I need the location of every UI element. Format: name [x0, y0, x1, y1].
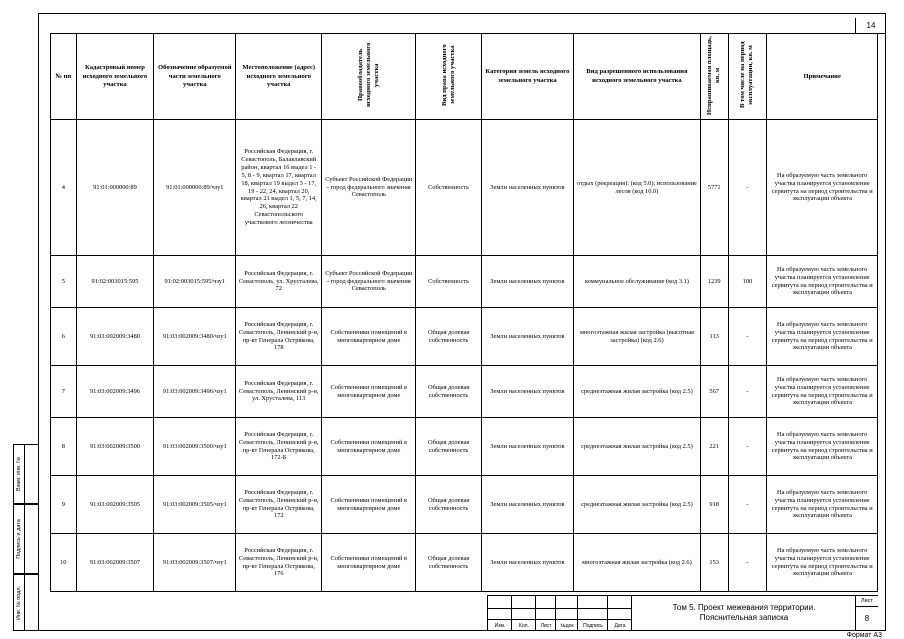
location-cell: Российская Федерация, г. Севастополь, Ленинский р-н, пр-кт Генерала Острякова, 172 — [236, 476, 322, 534]
note-cell: На образуемую часть земельного участка планируется установление сервитута на период строительства и эксплуатации объекта — [767, 256, 878, 308]
land-category-cell: Земли населенных пунктов — [481, 418, 573, 476]
table-row — [51, 476, 878, 534]
header-category: Категория земель исходного земельного участка — [481, 34, 573, 120]
header-ops-label: В том числе на период эксплуатации, кв. м — [739, 41, 755, 109]
area-cell: 5771 — [700, 120, 728, 256]
cadastral-number-cell: 91:03:002009:3507 — [76, 534, 154, 592]
right-type-cell: Общая долевая собственность — [416, 534, 482, 592]
land-category-cell: Земли населенных пунктов — [481, 366, 573, 418]
tb-col-ndok — [556, 596, 578, 630]
stamp-replaced-inv-label: Взам. инв. № — [16, 456, 22, 492]
right-type-cell: Общая долевая собственность — [416, 308, 482, 366]
cadastral-number-cell: 91:03:002009:3496 — [76, 366, 154, 418]
stamp-original-inv-label: Инв. № подл. — [16, 585, 22, 620]
permitted-use-cell: отдых (рекреация): (код 5.0); использование лесов (код 10.0) — [573, 120, 700, 256]
tb-col-izm — [488, 596, 512, 630]
header-location: Местоположение (адрес) исходного земельного участка — [236, 34, 322, 120]
operation-area-cell: - — [728, 366, 767, 418]
permitted-use-cell: среднеэтажная жилая застройка (код 2.5) — [573, 366, 700, 418]
land-category-cell: Земли населенных пунктов — [481, 256, 573, 308]
cadastral-number-cell: 91:01:000000:89 — [76, 120, 154, 256]
header-area — [700, 34, 728, 120]
sheet-number: 8 — [864, 613, 870, 623]
owner-cell: Собственники помещений в многоквартирном доме — [322, 476, 416, 534]
land-category-cell: Земли населенных пунктов — [481, 120, 573, 256]
owner-cell: Собственники помещений в многоквартирном доме — [322, 366, 416, 418]
owner-cell: Субъект Российской Федерации - город федерального значения Севастополь — [322, 256, 416, 308]
area-cell: 1239 — [700, 256, 728, 308]
owner-cell: Собственники помещений в многоквартирном доме — [322, 308, 416, 366]
note-cell: На образуемую часть земельного участка планируется установление сервитута на период строительства и эксплуатации объекта — [767, 366, 878, 418]
right-type-cell: Собственность — [416, 120, 482, 256]
location-cell: Российская Федерация, г. Севастополь, Ленинский р-н, ул. Хрусталева, 113 — [236, 366, 322, 418]
part-designation-cell: 91:03:002009:3496/чзу1 — [154, 366, 236, 418]
header-note: Примечание — [767, 34, 878, 120]
header-part: Обозначение образуемой части земельного участка — [154, 34, 236, 120]
land-category-cell: Земли населенных пунктов — [481, 534, 573, 592]
part-designation-cell: 91:03:002009:3507/чзу1 — [154, 534, 236, 592]
permitted-use-cell: среднеэтажная жилая застройка (код 2.5) — [573, 476, 700, 534]
permitted-use-cell: среднеэтажная жилая застройка (код 2.5) — [573, 418, 700, 476]
cadastral-number-cell: 91:03:002009:3500 — [76, 418, 154, 476]
location-cell: Российская Федерация, г. Севастополь, Ленинский р-н, пр-кт Генерала Острякова, 176 — [236, 534, 322, 592]
tb-label-date: Дата — [614, 623, 626, 629]
permitted-use-cell: коммунальное обслуживание (код 3.1) — [573, 256, 700, 308]
header-right-label: Вид права исходного земельного участка — [440, 44, 456, 106]
area-cell: 567 — [700, 366, 728, 418]
header-owner-label: Правообладатель исходного земельного участка — [356, 42, 380, 108]
tb-col-list — [536, 596, 556, 630]
tb-label-izm: Изм. — [494, 623, 506, 629]
operation-area-cell: - — [728, 534, 767, 592]
table-row — [51, 120, 878, 256]
land-plots-table — [50, 33, 878, 592]
header-owner — [322, 34, 416, 120]
row-num-cell: 9 — [51, 476, 77, 534]
page-number-top: 14 — [855, 18, 886, 34]
stamp-original-inv — [13, 574, 38, 631]
row-num-cell: 7 — [51, 366, 77, 418]
permitted-use-cell: многоэтажная жилая застройка (высотная застройка) (код 2.6) — [573, 308, 700, 366]
table-row — [51, 366, 878, 418]
permitted-use-cell: многоэтажная жилая застройка (код 2.6) — [573, 534, 700, 592]
part-designation-cell: 91:03:002009:3505/чзу1 — [154, 476, 236, 534]
operation-area-cell: - — [728, 120, 767, 256]
table-row — [51, 308, 878, 366]
stamp-replaced-inv — [13, 444, 38, 504]
table-header-row — [51, 34, 878, 120]
row-num-cell: 5 — [51, 256, 77, 308]
sheet-cell — [855, 596, 878, 630]
header-right — [416, 34, 482, 120]
cadastral-number-cell: 91:03:002009:3480 — [76, 308, 154, 366]
note-cell: На образуемую часть земельного участка планируется установление сервитута на период строительства и эксплуатации объекта — [767, 476, 878, 534]
operation-area-cell: - — [728, 308, 767, 366]
document-title-line1: Том 5. Проект межевания территории. — [672, 602, 816, 612]
cadastral-number-cell: 91:02:003015:595 — [76, 256, 154, 308]
tb-label-ndok: №док — [560, 623, 574, 629]
land-category-cell: Земли населенных пунктов — [481, 476, 573, 534]
area-cell: 918 — [700, 476, 728, 534]
operation-area-cell: - — [728, 418, 767, 476]
sheet-label: Лист — [856, 596, 878, 607]
header-use: Вид разрешенного использования исходного земельного участка — [573, 34, 700, 120]
document-title-line2: Пояснительная записка — [699, 613, 789, 622]
note-cell: На образуемую часть земельного участка планируется установление сервитута на период строительства и эксплуатации объекта — [767, 308, 878, 366]
part-designation-cell: 91:01:000000:89/чзу1 — [154, 120, 236, 256]
part-designation-cell: 91:03:002009:3500/чзу1 — [154, 418, 236, 476]
tb-label-list: Лист — [540, 623, 552, 629]
owner-cell: Собственники помещений в многоквартирном доме — [322, 534, 416, 592]
right-type-cell: Общая долевая собственность — [416, 476, 482, 534]
location-cell: Российская Федерация, г. Севастополь, Ленинский р-н, пр-кт Генерала Острякова, 178 — [236, 308, 322, 366]
stamp-signature-date — [13, 504, 38, 574]
owner-cell: Собственники помещений в многоквартирном доме — [322, 418, 416, 476]
right-type-cell: Общая долевая собственность — [416, 418, 482, 476]
tb-col-sign — [578, 596, 608, 630]
operation-area-cell: - — [728, 476, 767, 534]
area-cell: 113 — [700, 308, 728, 366]
note-cell: На образуемую часть земельного участка планируется установление сервитута на период строительства и эксплуатации объекта — [767, 120, 878, 256]
location-cell: Российская Федерация, г. Севастополь, Балаклавский район, квартал 16 выдел 1 - 5, 8 - 9, квартал 17, квартал 18, квартал 19 выдел 3 - 17, 19 - 22, 24, квартал 20, квартал 21 выдел 1, 5, 7, 14, 26, квартал 22 Севастопольского участкового лесничества — [236, 120, 322, 256]
tb-col-kol — [512, 596, 536, 630]
land-category-cell: Земли населенных пунктов — [481, 308, 573, 366]
right-type-cell: Собственность — [416, 256, 482, 308]
tb-label-sign: Подпись — [583, 623, 603, 629]
header-cadastral: Кадастровый номер исходного земельного участка — [76, 34, 154, 120]
right-type-cell: Общая долевая собственность — [416, 366, 482, 418]
owner-cell: Субъект Российской Федерации - город федерального значения Севастополь — [322, 120, 416, 256]
location-cell: Российская Федерация, г. Севастополь, Ленинский р-н, пр-кт Генерала Острякова, 172-Б — [236, 418, 322, 476]
cadastral-number-cell: 91:03:002009:3505 — [76, 476, 154, 534]
title-block — [487, 595, 878, 630]
part-designation-cell: 91:02:003015:595/чзу1 — [154, 256, 236, 308]
note-cell: На образуемую часть земельного участка планируется установление сервитута на период строительства и эксплуатации объекта — [767, 534, 878, 592]
note-cell: На образуемую часть земельного участка планируется установление сервитута на период строительства и эксплуатации объекта — [767, 418, 878, 476]
location-cell: Российская Федерация, г. Севастополь, ул. Хрусталева, 72 — [236, 256, 322, 308]
table-row — [51, 534, 878, 592]
operation-area-cell: 100 — [728, 256, 767, 308]
tb-col-date — [608, 596, 632, 630]
header-area-label: Испрашиваемая площадь, кв. м — [706, 35, 722, 115]
table-row — [51, 418, 878, 476]
area-cell: 221 — [700, 418, 728, 476]
part-designation-cell: 91:03:002009:3480/чзу1 — [154, 308, 236, 366]
row-num-cell: 8 — [51, 418, 77, 476]
row-num-cell: 6 — [51, 308, 77, 366]
stamp-signature-date-label: Подпись и дата — [16, 519, 22, 559]
format-label: Формат А3 — [846, 632, 882, 639]
tb-label-kol: Кол. — [519, 623, 529, 629]
header-num: № пп — [51, 34, 77, 120]
table-row — [51, 256, 878, 308]
document-title — [632, 596, 856, 630]
header-ops — [728, 34, 767, 120]
area-cell: 153 — [700, 534, 728, 592]
row-num-cell: 4 — [51, 120, 77, 256]
row-num-cell: 10 — [51, 534, 77, 592]
